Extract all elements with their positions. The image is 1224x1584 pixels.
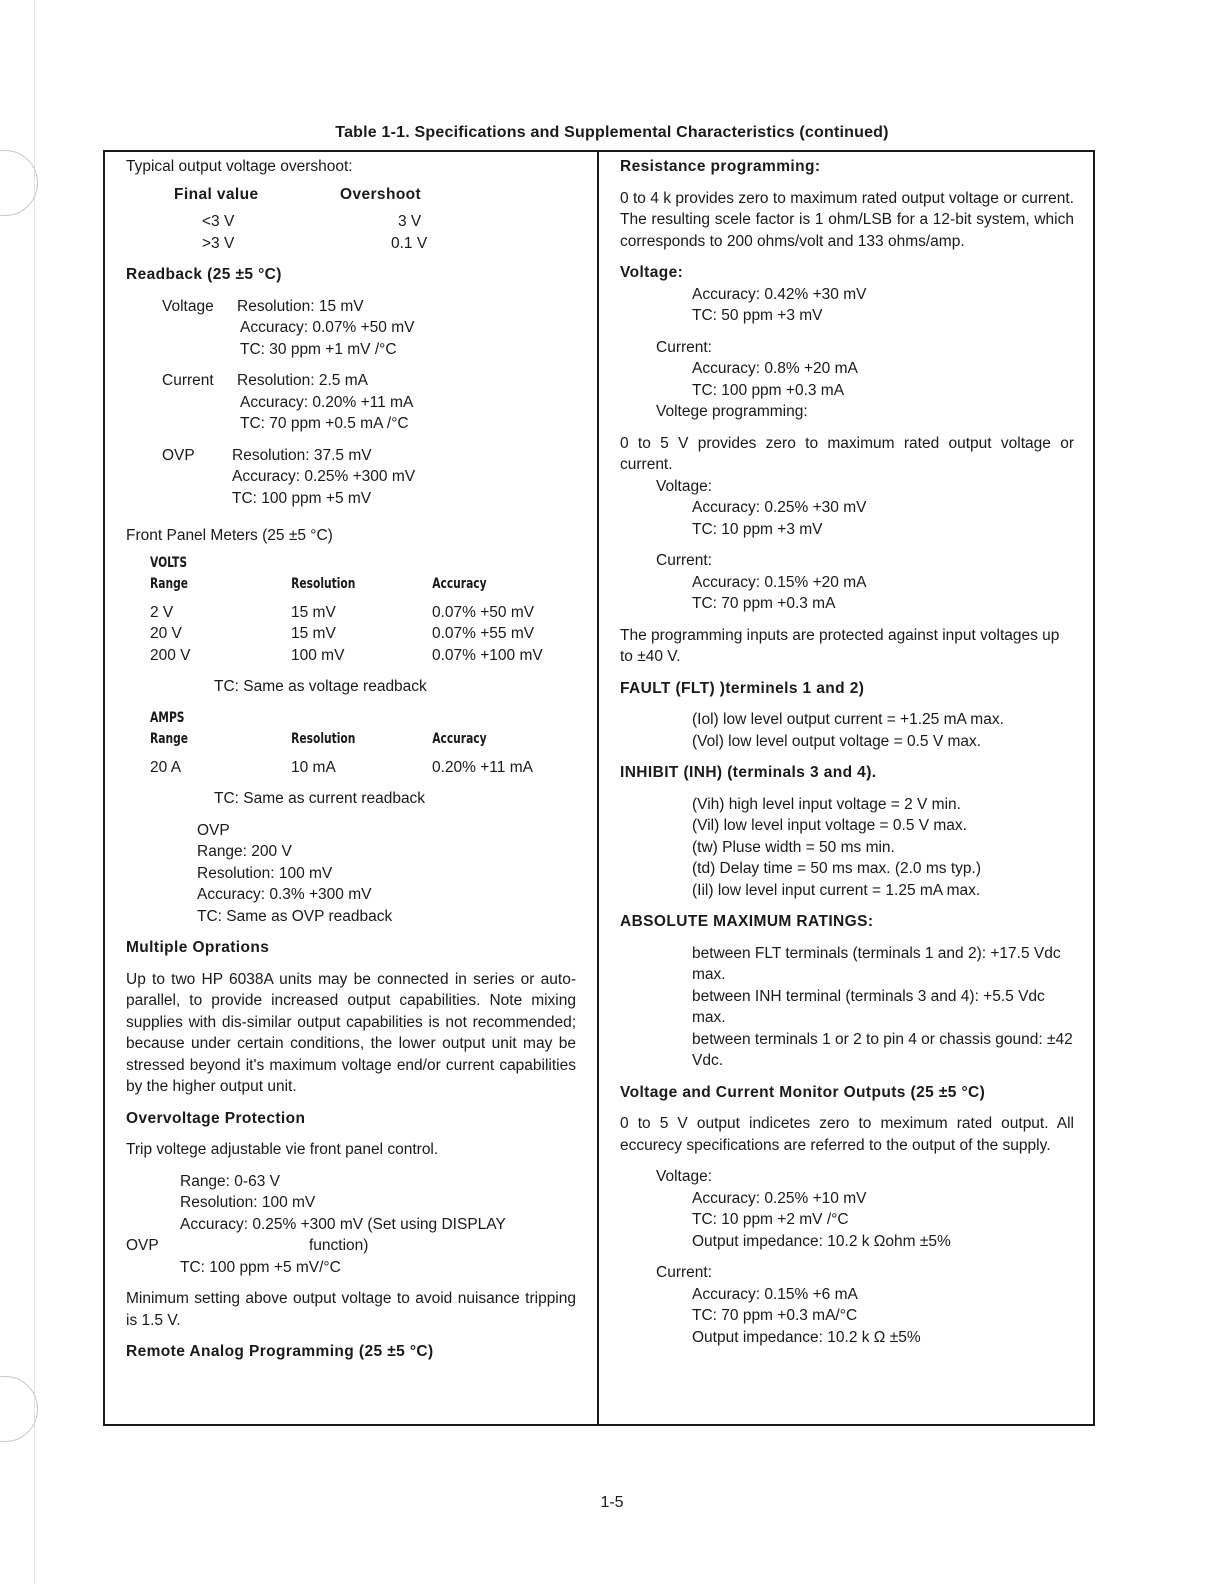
readback-current-block: Current Resolution: 2.5 mA Accuracy: 0.20% +11 mA TC: 70 ppm +0.5 mA /°C — [162, 372, 414, 432]
overvoltage-specs: Range: 0-63 V Resolution: 100 mV Accuracy: 0.25% +300 mV (Set using DISPLAY — [180, 1172, 506, 1233]
resistance-text: 0 to 4 k provides zero to maximum rated output voltage or current. The resulting scele factor is 1 ohm/LSB for a 12-bit system, which corresponds to 200 ohms/volt and 133 ohms/amp. — [620, 189, 1074, 250]
table-title: Table 1-1. Specifications and Supplemental Characteristics (continued) — [335, 124, 889, 141]
left-column — [126, 156, 576, 1363]
readback-ovp-block: OVP Resolution: 37.5 mV Accuracy: 0.25% +300 mV TC: 100 ppm +5 mV — [162, 446, 416, 507]
readback-voltage-block: Voltage Resolution: 15 mV Accuracy: 0.07% +50 mV TC: 30 ppm +1 mV /°C — [162, 297, 415, 358]
meters-heading: Front Panel Meters (25 ±5 °C) — [126, 527, 333, 544]
overshoot-row: <3 V 3 V — [202, 213, 422, 230]
punch-hole-bottom — [0, 1376, 38, 1442]
mon-current-specs: Accuracy: 0.15% +6 mA TC: 70 ppm +0.3 mA/°C Output impedance: 10.2 k Ω ±5% — [692, 1285, 921, 1346]
monitor-outputs-text: 0 to 5 V output indicetes zero to meximum rated output. All eccurecy specifications are referred to the output of the supply. — [620, 1115, 1074, 1154]
protected-inputs-text: The programming inputs are protected against input voltages up to ±40 V. — [620, 626, 1060, 665]
overshoot-row: >3 V 0.1 V — [202, 234, 428, 252]
volts-table-row: 20 V 15 mV 0.07% +55 mV — [150, 625, 535, 642]
voltage-programming-heading: Voltege programming: — [656, 403, 808, 420]
overvoltage-trip-text: Trip voltege adjustable vie front panel control. — [126, 1141, 439, 1158]
vprog-current-specs: Accuracy: 0.15% +20 mA TC: 70 ppm +0.3 mA — [692, 573, 867, 612]
absolute-max-specs: between FLT terminals (terminals 1 and 2): +17.5 Vdc max. between INH terminal (terminals 3 and 4): +5.5 Vdc max. between terminals 1 or 2 to pin 4 or chassis gound: ±42 Vdc. — [692, 944, 1073, 1069]
vprog-current-label: Current: — [656, 552, 712, 569]
volts-table: VOLTS Range Resolution Accuracy 2 V 15 mV 0.07% +50 mV 20 V 15 mV 0.07% +55 mV 200 V 100 mV 0.07% +100 mV TC: Same as voltage readback AMPS Range Resolution Accuracy 20 A 10 mA 0.20% +11 mA TC: Same as current readback OVP Range: 200 V Resolution: 100 mV Accuracy: 0.3% +300 mV TC: Same as OVP readback — [126, 553, 576, 928]
right-column — [620, 156, 1074, 1348]
vprog-voltage-label: Voltage: — [656, 477, 713, 495]
multiple-operations-heading: Multiple Oprations — [126, 939, 270, 956]
vprog-voltage-specs: Accuracy: 0.25% +30 mV TC: 10 ppm +3 mV — [692, 499, 867, 538]
amps-table-row: 20 A 10 mA 0.20% +11 mA — [150, 758, 533, 776]
volts-table-row: 200 V 100 mV 0.07% +100 mV — [150, 646, 543, 664]
fault-heading: FAULT (FLT) )terminels 1 and 2) — [620, 679, 865, 697]
remote-programming-heading: Remote Analog Programming (25 ±5 °C) — [126, 1343, 434, 1360]
mon-current-label: Current: — [656, 1264, 712, 1281]
res-voltage-specs: Accuracy: 0.42% +30 mV TC: 50 ppm +3 mV — [692, 285, 867, 324]
amps-tc: TC: Same as current readback — [214, 790, 426, 807]
overvoltage-ovp-row: OVP function) — [126, 1237, 369, 1254]
mon-voltage-specs: Accuracy: 0.25% +10 mV TC: 10 ppm +2 mV /°C Output impedance: 10.2 k Ωohm ±5% — [692, 1189, 951, 1250]
punch-hole-top — [0, 150, 38, 216]
voltage-programming-text: 0 to 5 V provides zero to maximum rated output voltage or current. — [620, 434, 1074, 473]
volts-table-header: Range Resolution Accuracy — [150, 576, 487, 592]
overvoltage-tc: TC: 100 ppm +5 mV/°C — [180, 1258, 341, 1276]
mon-voltage-label: Voltage: — [656, 1168, 713, 1185]
res-current-label: Current: — [656, 338, 712, 356]
inhibit-heading: INHIBIT (INH) (terminals 3 and 4). — [620, 764, 877, 781]
ovp-meter-block: OVP Range: 200 V Resolution: 100 mV Accuracy: 0.3% +300 mV TC: Same as OVP readback — [197, 821, 393, 925]
overshoot-label: Typical output voltage overshoot: — [126, 158, 353, 175]
res-current-specs: Accuracy: 0.8% +20 mA TC: 100 ppm +0.3 mA — [692, 360, 858, 399]
amps-table-header: Range Resolution Accuracy — [150, 731, 487, 747]
monitor-outputs-heading: Voltage and Current Monitor Outputs (25 ±5 °C) — [620, 1083, 986, 1101]
inhibit-specs: (Vih) high level input voltage = 2 V min. (Vil) low level input voltage = 0.5 V max. (tw) Pluse width = 50 ms min. (td) Delay time = 50 ms max. (2.0 ms typ.) (Iil) low level input current = 1.25 mA max. — [692, 795, 981, 899]
page-margin-line — [34, 0, 35, 1584]
overvoltage-heading: Overvoltage Protection — [126, 1109, 306, 1127]
readback-heading: Readback (25 ±5 °C) — [126, 266, 282, 283]
overshoot-header-row: Final value Overshoot — [174, 185, 422, 203]
volts-table-row: 2 V 15 mV 0.07% +50 mV — [150, 603, 535, 621]
overvoltage-minimum-text: Minimum setting above output voltage to avoid nuisance tripping is 1.5 V. — [126, 1290, 576, 1329]
absolute-max-heading: ABSOLUTE MAXIMUM RATINGS: — [620, 913, 874, 930]
multiple-operations-text: Up to two HP 6038A units may be connected in series or auto-parallel, to provide increased output capabilities. Note mixing supplies with dis-similar output capabilities is not recommended; because under certain conditions, the lower output unit may be stressed beyond it's maximum voltage end/or current capabilities by the higher output unit. — [126, 970, 576, 1095]
fault-specs: (Iol) low level output current = +1.25 mA max. (Vol) low level output voltage = 0.5 V max. — [692, 711, 1004, 750]
page-number: 1-5 — [600, 1494, 624, 1511]
res-voltage-label: Voltage: — [620, 264, 684, 281]
resistance-heading: Resistance programming: — [620, 158, 821, 175]
volts-tc: TC: Same as voltage readback — [214, 678, 427, 695]
column-divider — [597, 150, 599, 1426]
